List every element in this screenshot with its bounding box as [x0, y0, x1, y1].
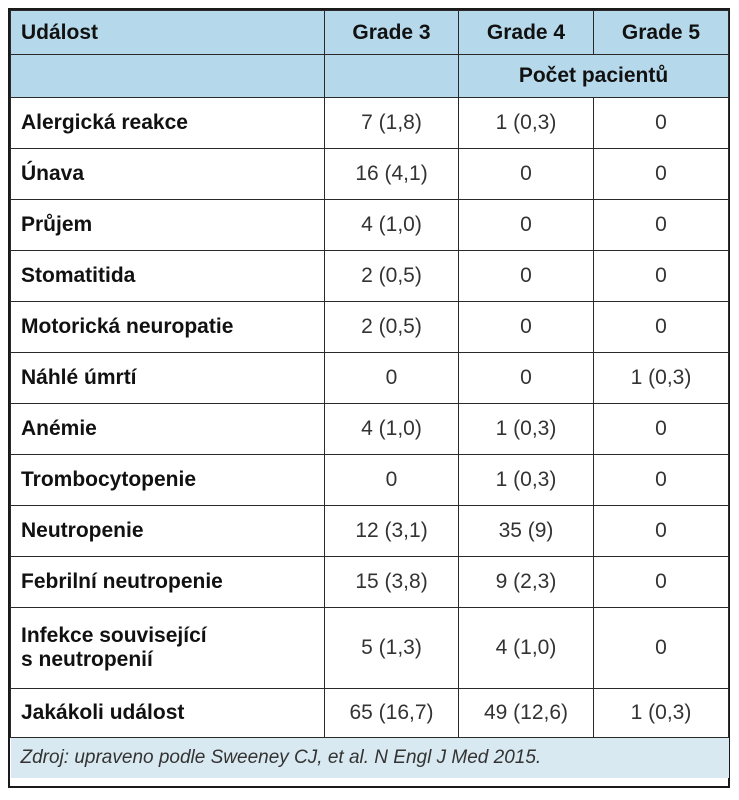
table-row [11, 557, 729, 608]
subheader-patient-count: Počet pacientů [459, 55, 729, 98]
table-row [11, 149, 729, 200]
cell-grade-3: 0 [325, 455, 459, 506]
source-note: Zdroj: upraveno podle Sweeney CJ, et al. N Engl J Med 2015. [11, 738, 729, 779]
event-label-line: Únava [21, 162, 85, 185]
table-row [11, 404, 729, 455]
table-row [11, 353, 729, 404]
subheader-empty-grade-3 [325, 55, 459, 98]
cell-grade-3: 4 (1,0) [325, 404, 459, 455]
event-label-line: Neutropenie [21, 519, 144, 542]
cell-grade-4: 1 (0,3) [459, 455, 594, 506]
cell-grade-4: 0 [459, 302, 594, 353]
cell-grade-5: 1 (0,3) [594, 353, 729, 404]
event-label [11, 98, 325, 149]
cell-grade-4: 0 [459, 200, 594, 251]
cell-grade-4: 0 [459, 353, 594, 404]
subheader-empty [11, 55, 325, 98]
cell-grade-5: 0 [594, 200, 729, 251]
event-label [11, 149, 325, 200]
table-row [11, 98, 729, 149]
event-label [11, 302, 325, 353]
event-label-line: Alergická reakce [21, 111, 188, 134]
adverse-events-table [10, 10, 729, 778]
event-label-line: Stomatitida [21, 264, 136, 287]
cell-grade-3: 2 (0,5) [325, 302, 459, 353]
cell-grade-4: 1 (0,3) [459, 404, 594, 455]
table-row [11, 251, 729, 302]
event-label-line: Infekce související [21, 624, 207, 647]
event-label-line: Motorická neuropatie [21, 315, 234, 338]
cell-grade-3: 4 (1,0) [325, 200, 459, 251]
event-label [11, 506, 325, 557]
cell-grade-5: 0 [594, 251, 729, 302]
cell-grade-3: 16 (4,1) [325, 149, 459, 200]
event-label [11, 608, 325, 689]
event-label-line: Anémie [21, 417, 97, 440]
cell-grade-3: 65 (16,7) [325, 689, 459, 738]
cell-grade-4: 49 (12,6) [459, 689, 594, 738]
cell-grade-5: 0 [594, 608, 729, 689]
header-grade-3: Grade 3 [325, 11, 459, 55]
event-label [11, 353, 325, 404]
cell-grade-3: 7 (1,8) [325, 98, 459, 149]
table-header-row [11, 11, 729, 55]
cell-grade-3: 2 (0,5) [325, 251, 459, 302]
source-row [11, 738, 729, 779]
event-label-line: Jakákoli událost [21, 701, 185, 724]
cell-grade-5: 0 [594, 98, 729, 149]
cell-grade-4: 0 [459, 251, 594, 302]
table-row [11, 689, 729, 738]
cell-grade-5: 0 [594, 506, 729, 557]
event-label [11, 200, 325, 251]
adverse-events-table-frame [8, 8, 730, 788]
cell-grade-3: 15 (3,8) [325, 557, 459, 608]
cell-grade-5: 0 [594, 302, 729, 353]
event-label [11, 404, 325, 455]
cell-grade-4: 9 (2,3) [459, 557, 594, 608]
table-subheader-row [11, 55, 729, 98]
table-row [11, 608, 729, 689]
event-label [11, 455, 325, 506]
event-label-line: Febrilní neutropenie [21, 570, 223, 593]
cell-grade-4: 4 (1,0) [459, 608, 594, 689]
cell-grade-5: 1 (0,3) [594, 689, 729, 738]
event-label [11, 251, 325, 302]
cell-grade-3: 0 [325, 353, 459, 404]
header-grade-4: Grade 4 [459, 11, 594, 55]
table-row [11, 506, 729, 557]
table-row [11, 200, 729, 251]
table-body [11, 98, 729, 738]
header-event: Událost [11, 11, 325, 55]
header-grade-5: Grade 5 [594, 11, 729, 55]
event-label-line: s neutropenií [21, 648, 153, 671]
event-label [11, 557, 325, 608]
table-row [11, 455, 729, 506]
cell-grade-5: 0 [594, 557, 729, 608]
cell-grade-3: 5 (1,3) [325, 608, 459, 689]
event-label-line: Průjem [21, 213, 93, 236]
cell-grade-4: 1 (0,3) [459, 98, 594, 149]
event-label [11, 689, 325, 738]
event-label-line: Trombocytopenie [21, 468, 197, 491]
cell-grade-4: 35 (9) [459, 506, 594, 557]
cell-grade-5: 0 [594, 149, 729, 200]
cell-grade-4: 0 [459, 149, 594, 200]
cell-grade-5: 0 [594, 404, 729, 455]
table-row [11, 302, 729, 353]
cell-grade-3: 12 (3,1) [325, 506, 459, 557]
event-label-line: Náhlé úmrtí [21, 366, 137, 389]
cell-grade-5: 0 [594, 455, 729, 506]
